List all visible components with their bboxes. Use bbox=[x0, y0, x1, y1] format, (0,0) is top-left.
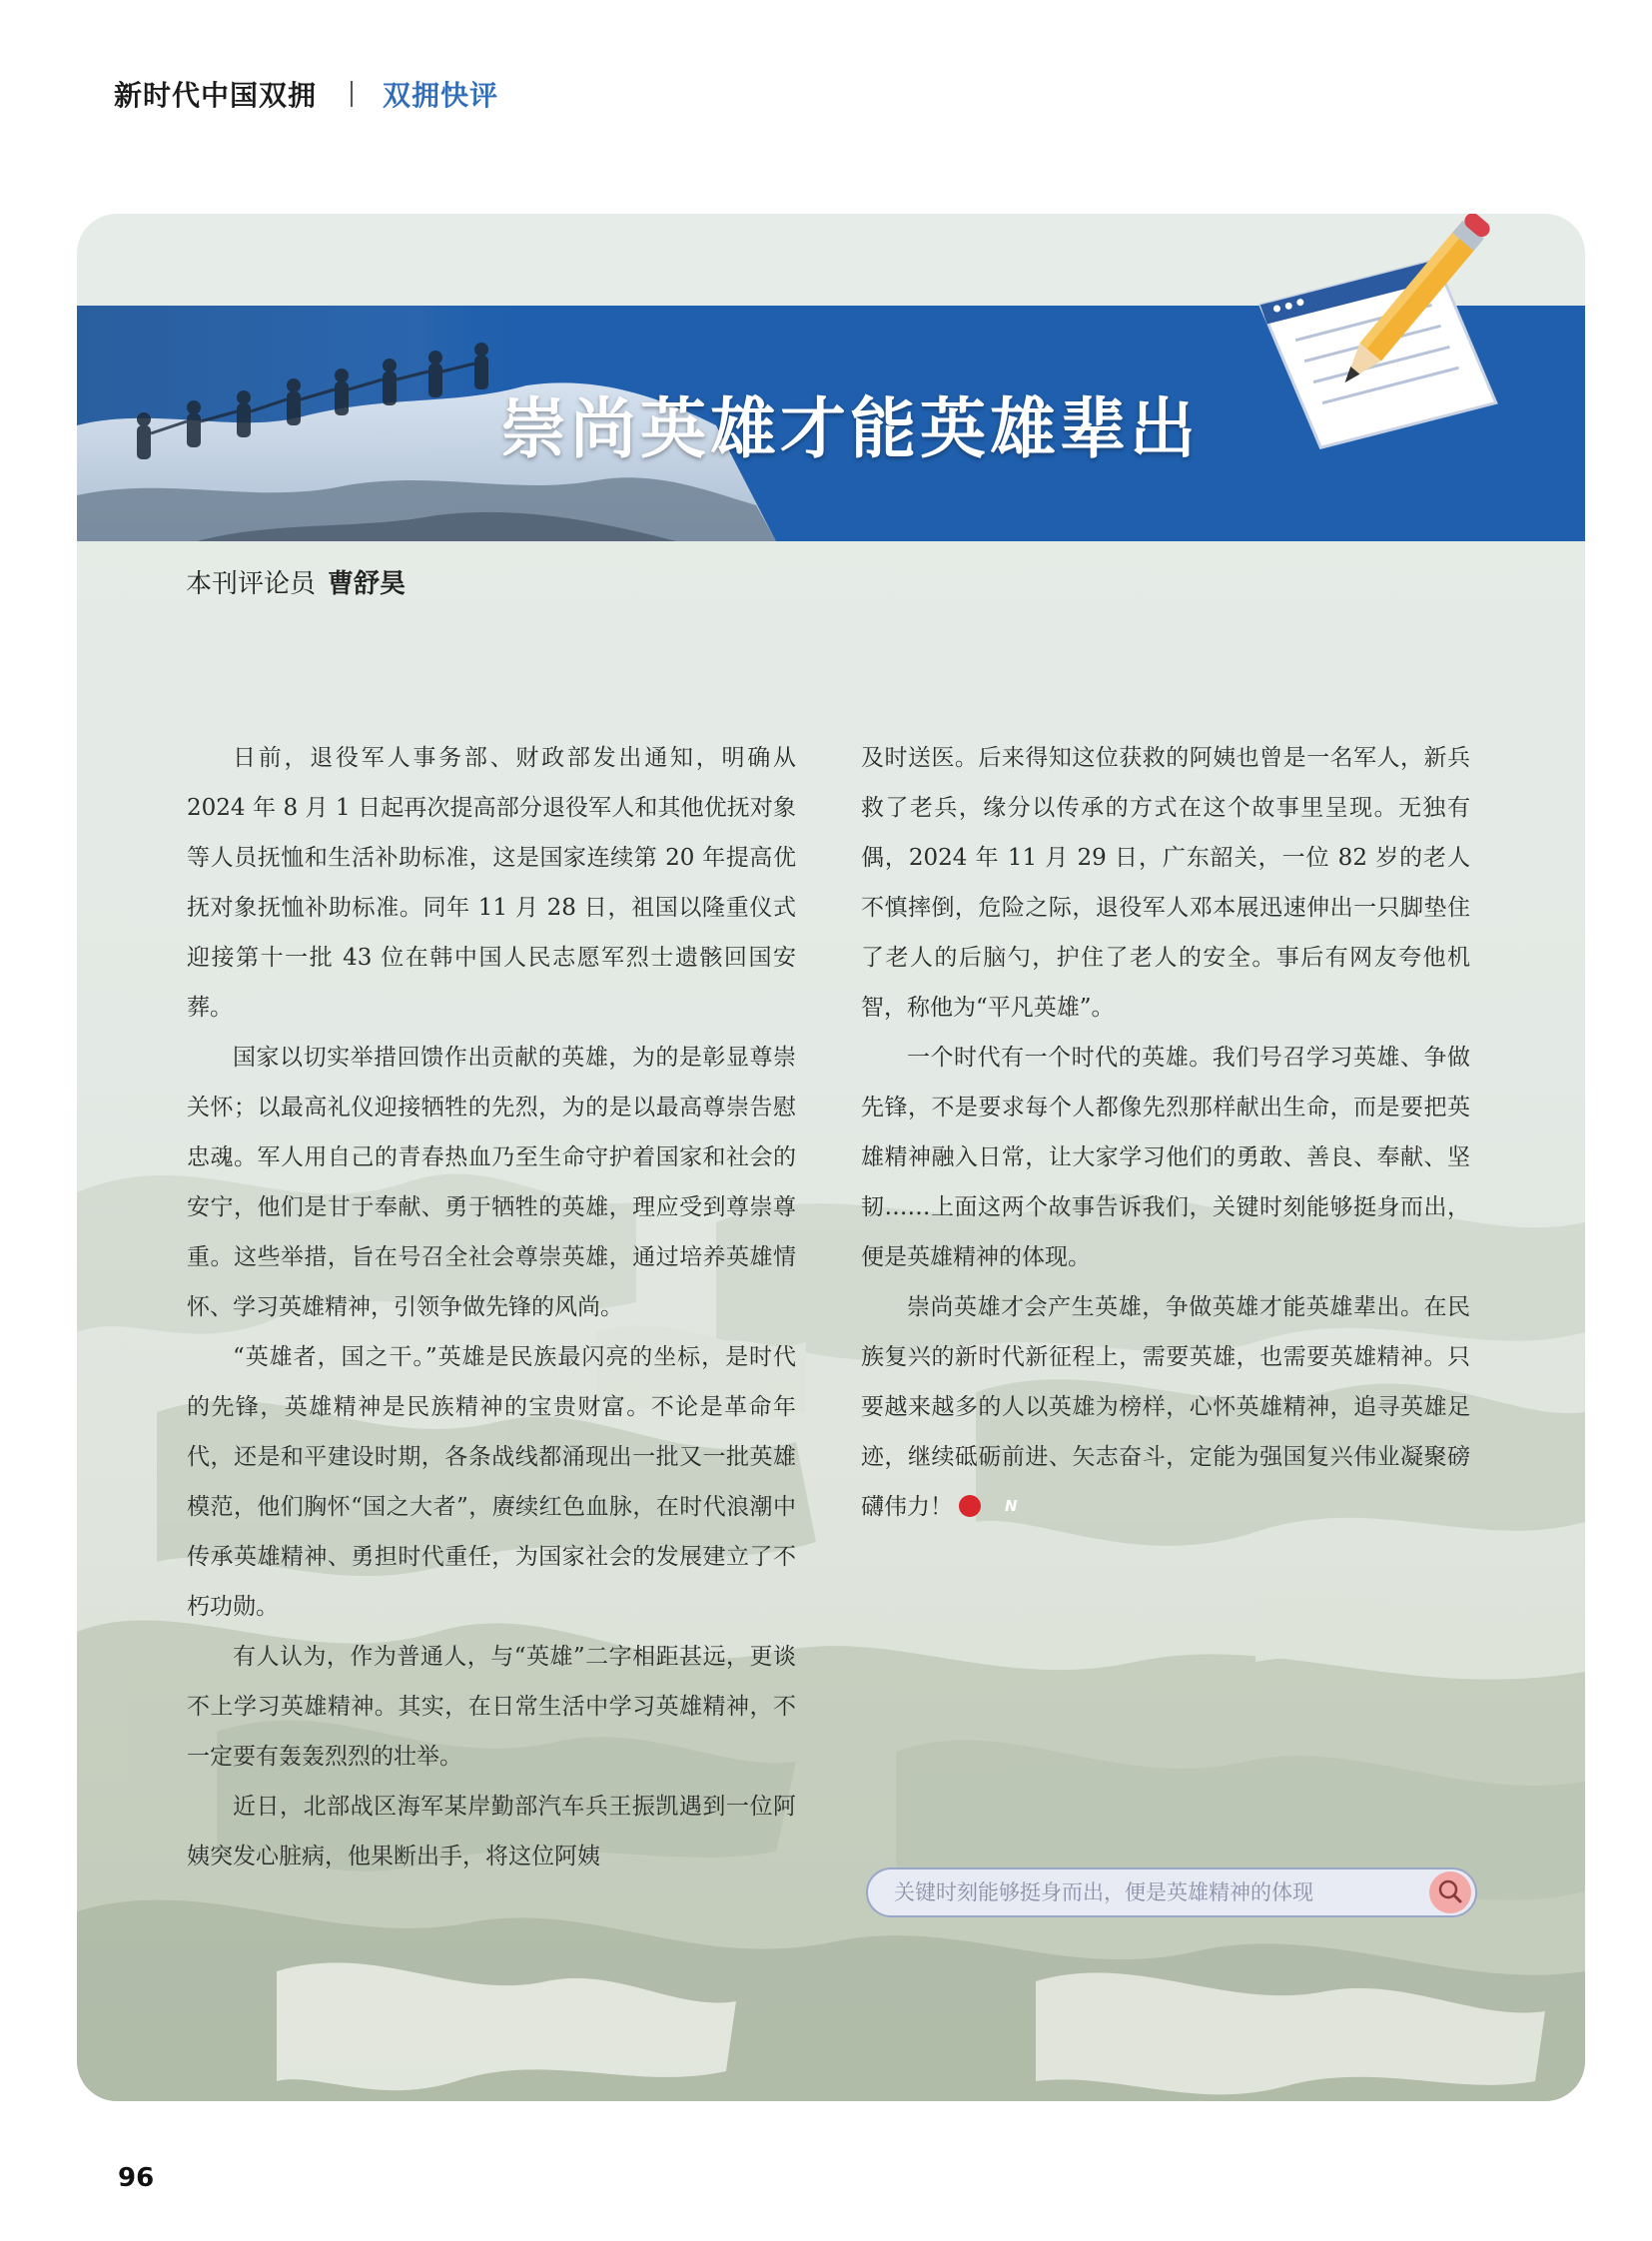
article-card bbox=[77, 214, 1585, 2101]
paragraph-continued: 及时送医。后来得知这位获救的阿姨也曾是一名军人，新兵救了老兵，缘分以传承的方式在这个故事里呈现。无独有偶，2024 年 11 月 29 日，广东韶关，一位 82 岁的老人不慎摔倒，危险之际，退役军人邓本展迅速伸出一只脚垫住了老人的后脑勺，护住了老人的安全。事后有网友夸他机智，称他为“平凡英雄”。 bbox=[861, 745, 1470, 1021]
paragraph: 一个时代有一个时代的英雄。我们号召学习英雄、争做先锋，不是要求每个人都像先烈那样献出生命，而是要把英雄精神融入日常，让大家学习他们的勇敢、善良、奉献、坚韧……上面这两个故事告诉我们，关键时刻能够挺身而出，便是英雄精神的体现。 bbox=[861, 1045, 1470, 1270]
paragraph: 有人认为，作为普通人，与“英雄”二字相距甚远，更谈不上学习英雄精神。其实，在日常生活中学习英雄精神，不一定要有轰轰烈烈的壮举。 bbox=[187, 1644, 796, 1770]
article-column-left bbox=[187, 733, 796, 1881]
paragraph: “英雄者，国之干。”英雄是民族最闪亮的坐标，是时代的先锋，英雄精神是民族精神的宝贵财富。不论是革命年代，还是和平建设时期，各条战线都涌现出一批又一批英雄模范，他们胸怀“国之大者”，赓续红色血脉，在时代浪潮中传承英雄精神、勇担时代重任，为国家社会的发展建立了不朽功勋。 bbox=[187, 1344, 796, 1620]
pull-quote-search-bar bbox=[866, 1868, 1477, 1917]
pull-quote-text: 关键时刻能够挺身而出，便是英雄精神的体现 bbox=[894, 1880, 1313, 1904]
paragraph: 近日，北部战区海军某岸勤部汽车兵王振凯遇到一位阿姨突发心脏病，他果断出手，将这位阿姨 bbox=[187, 1794, 796, 1869]
paragraph: 日前，退役军人事务部、财政部发出通知，明确从 2024 年 8 月 1 日起再次提高部分退役军人和其他优抚对象等人员抚恤和生活补助标准，这是国家连续第 20 年提高优抚对象抚恤补助标准。同年 11 月 28 日，祖国以隆重仪式迎接第十一批 43 位在韩中国人民志愿军烈士遗骸回国安葬。 bbox=[187, 745, 796, 1021]
notepad-pencil-icon bbox=[1238, 214, 1537, 457]
byline bbox=[186, 563, 406, 600]
end-mark-icon bbox=[959, 1495, 981, 1517]
running-header bbox=[114, 72, 498, 116]
section-name: 新时代中国双拥 bbox=[114, 79, 318, 112]
header-divider bbox=[351, 81, 353, 107]
byline-role: 本刊评论员 bbox=[186, 569, 317, 599]
page-number: 96 bbox=[118, 2163, 155, 2193]
article-column-right bbox=[861, 733, 1470, 1532]
search-icon bbox=[1429, 1871, 1471, 1913]
byline-author: 曹舒昊 bbox=[328, 569, 407, 599]
article-title: 崇尚英雄才能英雄辈出 bbox=[500, 389, 1200, 467]
paragraph-final bbox=[861, 1282, 1470, 1532]
paragraph-final-text: 崇尚英雄才会产生英雄，争做英雄才能英雄辈出。在民族复兴的新时代新征程上，需要英雄，也需要英雄精神。只要越来越多的人以英雄为榜样，心怀英雄精神，追寻英雄足迹，继续砥砺前进、矢志奋斗，定能为强国复兴伟业凝聚磅礴伟力！ bbox=[861, 1294, 1470, 1520]
column-name: 双拥快评 bbox=[383, 79, 499, 112]
paragraph: 国家以切实举措回馈作出贡献的英雄，为的是彰显尊崇关怀；以最高礼仪迎接牺牲的先烈，为的是以最高尊崇告慰忠魂。军人用自己的青春热血乃至生命守护着国家和社会的安宁，他们是甘于奉献、勇于牺牲的英雄，理应受到尊崇尊重。这些举措，旨在号召全社会尊崇英雄，通过培养英雄情怀、学习英雄精神，引领争做先锋的风尚。 bbox=[187, 1045, 796, 1320]
